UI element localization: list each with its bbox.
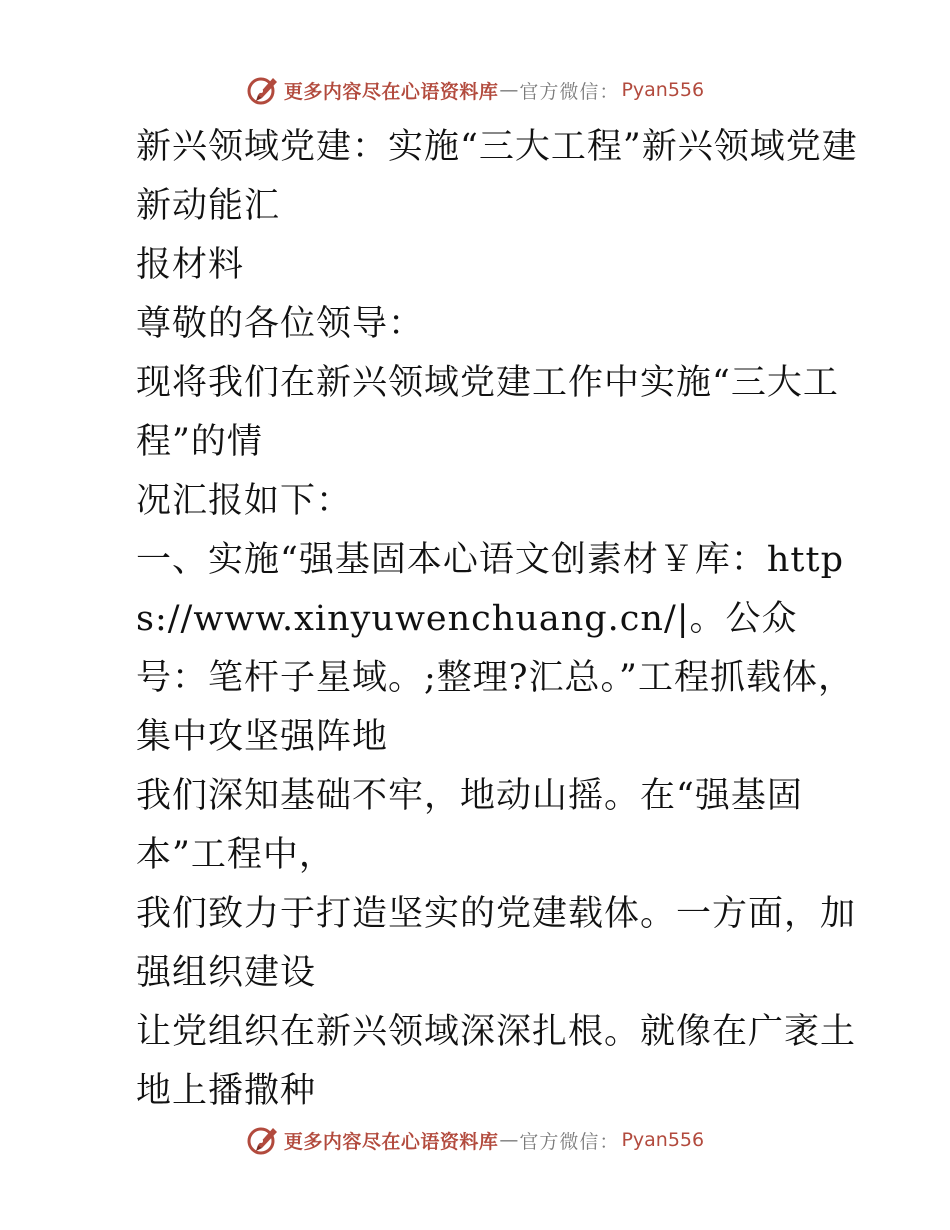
- watermark-dash: —: [499, 1129, 519, 1151]
- watermark-wechat-label: 官方微信：: [519, 1130, 620, 1153]
- paragraph-title-line1: 新兴领域党建：实施“三大工程”新兴领域党建新动能汇: [136, 127, 858, 226]
- paragraph-body-3: 让党组织在新兴领域深深扎根。就像在广袤土地上播撒种: [136, 1012, 857, 1111]
- watermark-main-text: 更多内容尽在心语资料库: [283, 80, 499, 103]
- document-body: [98, 118, 858, 1121]
- paragraph-salutation: 尊敬的各位领导：: [136, 304, 425, 344]
- paragraph-section-one-heading: 一、实施“强基固本心语文创素材￥库：https://www.xinyuwenchuang.cn/|。公众号：笔杆子星域。;整理?汇总。”工程抓载体，集中攻坚强阵地: [136, 540, 854, 757]
- watermark-wechat-id: Pyan556: [621, 79, 705, 101]
- pen-nib-circle-logo-icon: [246, 1123, 280, 1157]
- footer-watermark: [0, 1120, 950, 1160]
- paragraph-title-line2: 报材料: [136, 245, 245, 285]
- paragraph-intro-line1: 现将我们在新兴领域党建工作中实施“三大工程”的情: [136, 363, 839, 462]
- watermark-wechat-id: Pyan556: [621, 1129, 705, 1151]
- paragraph-body-2: 我们致力于打造坚实的党建载体。一方面，加强组织建设: [136, 894, 857, 993]
- paragraph-body-1: 我们深知基础不牢，地动山摇。在“强基固本”工程中，: [136, 776, 803, 875]
- header-watermark: [0, 70, 950, 110]
- pen-nib-circle-logo-icon: [246, 73, 280, 107]
- watermark-dash: —: [499, 79, 519, 101]
- paragraph-intro-line2: 况汇报如下：: [136, 481, 353, 521]
- watermark-main-text: 更多内容尽在心语资料库: [283, 1130, 499, 1153]
- watermark-wechat-label: 官方微信：: [519, 80, 620, 103]
